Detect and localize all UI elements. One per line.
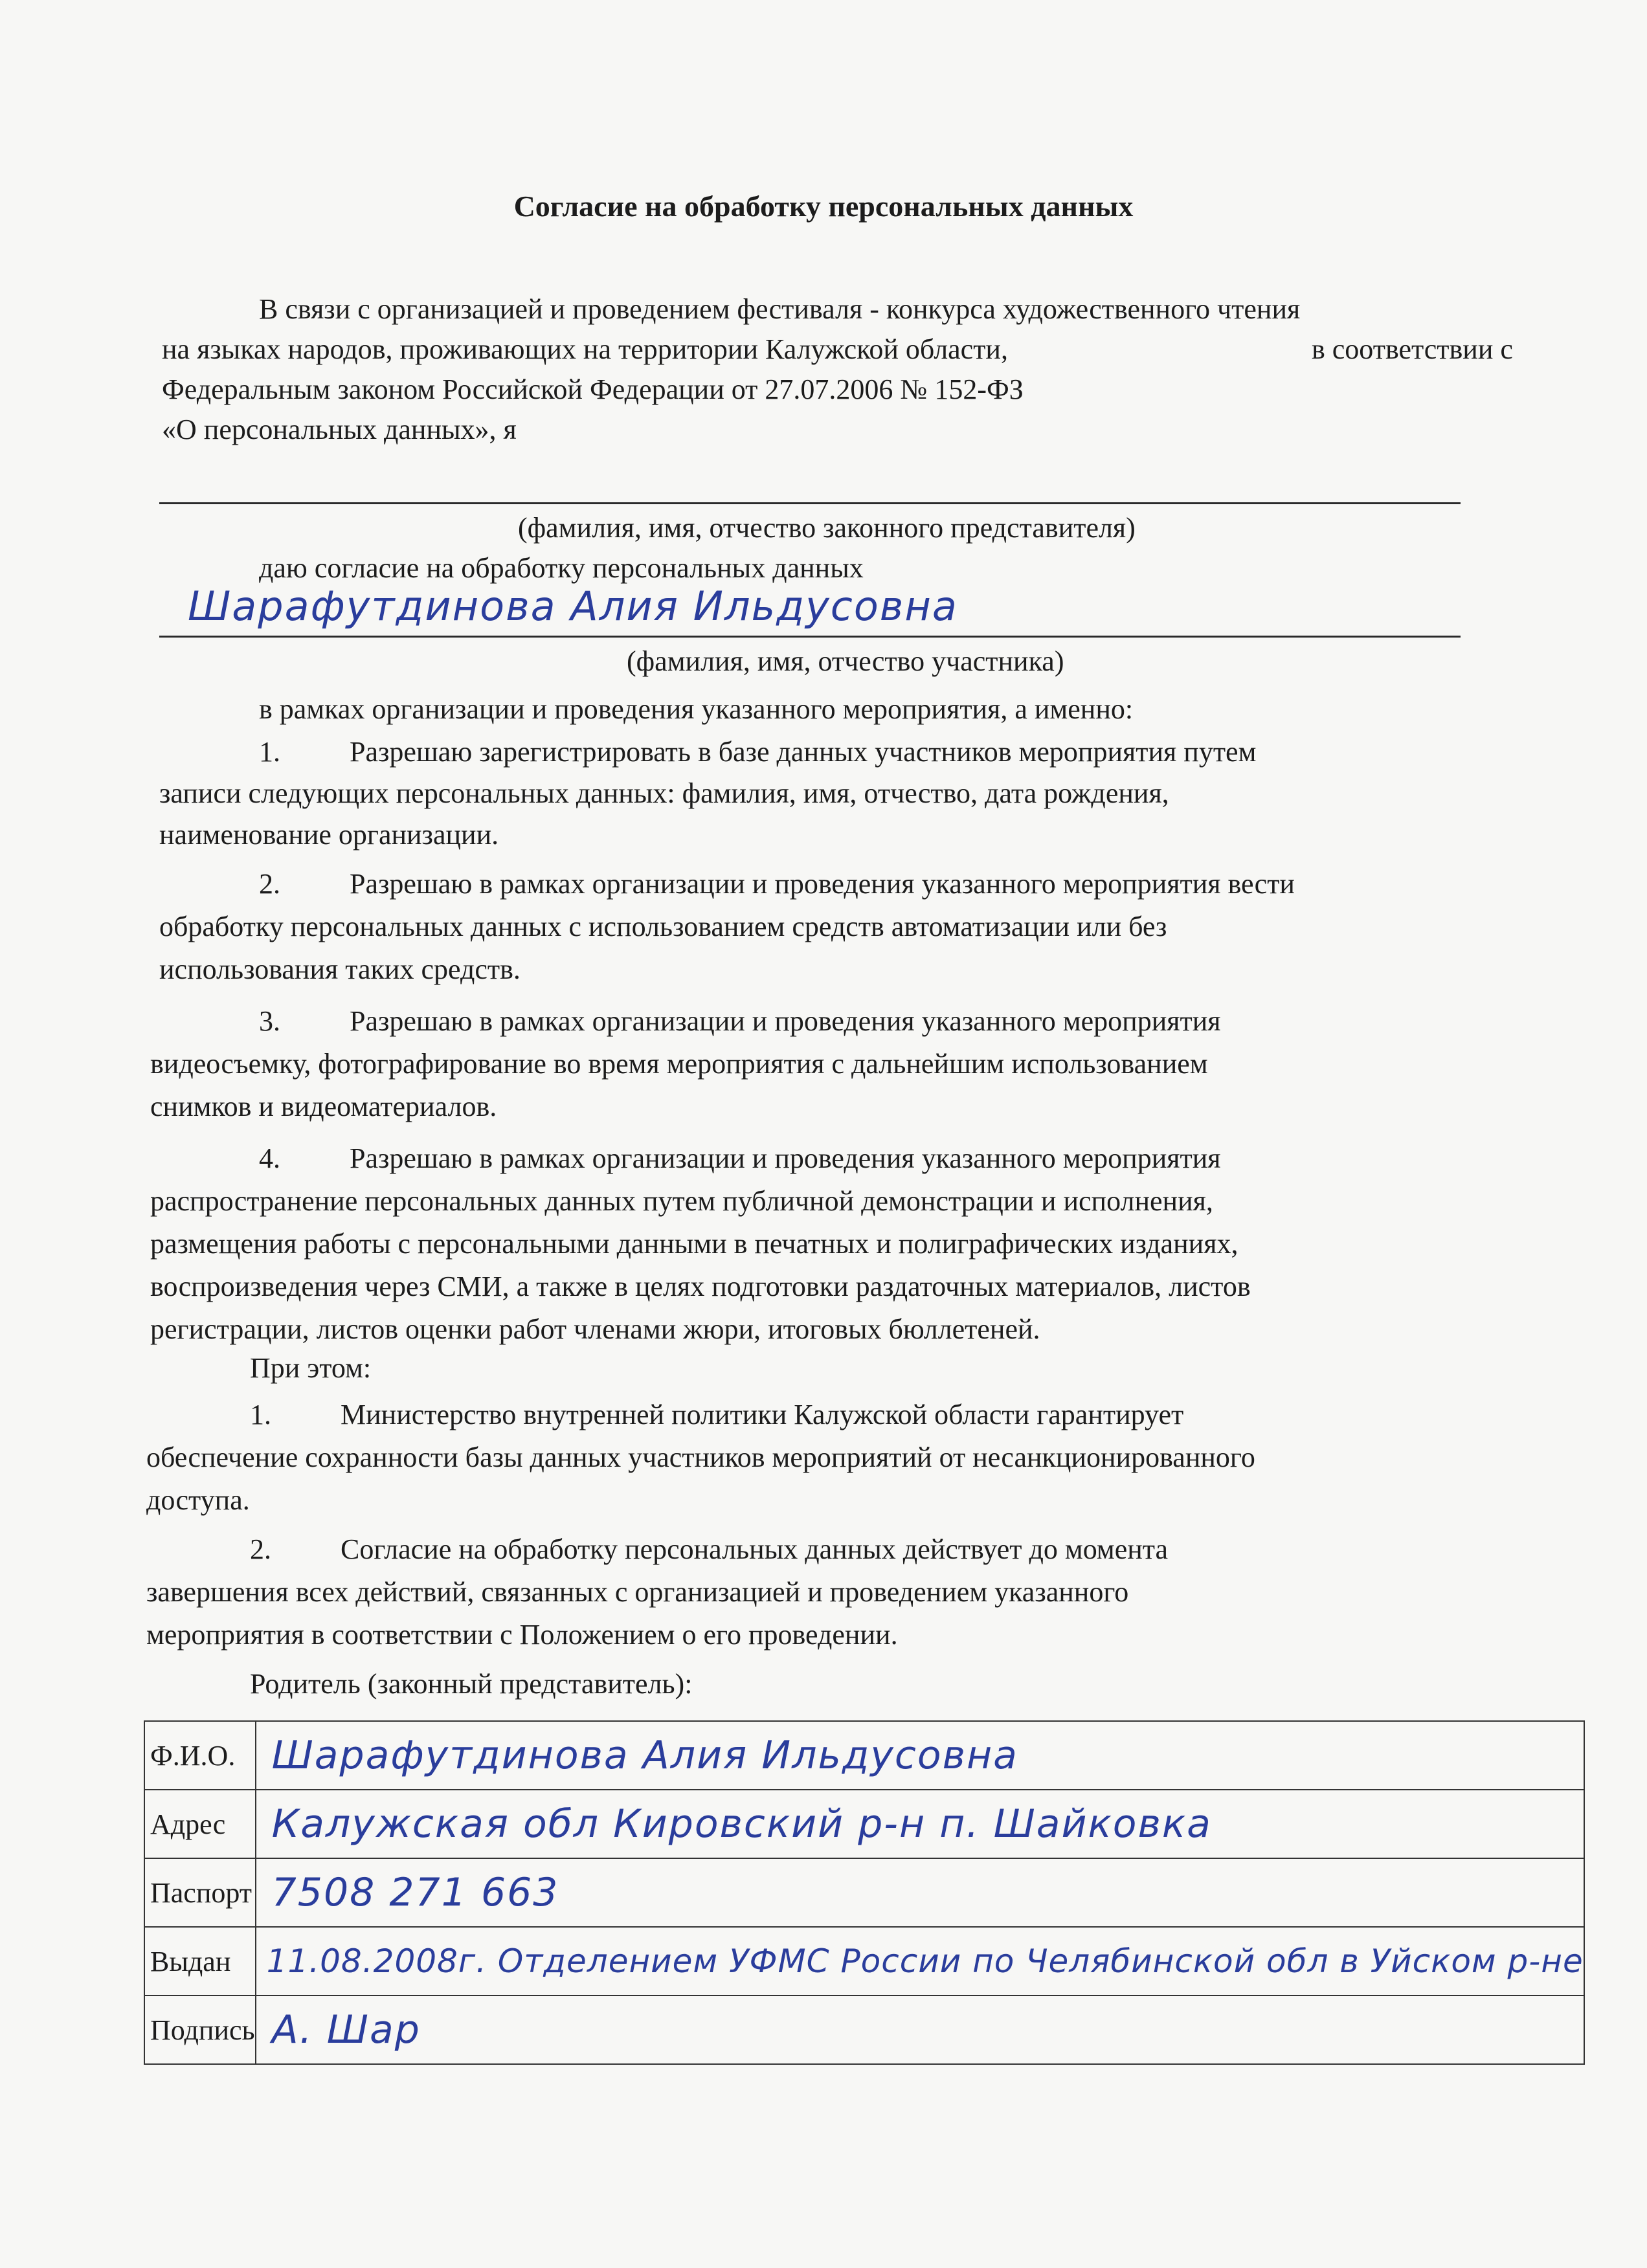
- item-4-line-2: распространение персональных данных путем публичной демонстрации и исполнения,: [150, 1185, 1213, 1217]
- item-3-number: 3.: [259, 1005, 280, 1037]
- address-value: Калужская обл Кировский р-н п. Шайковка: [271, 1801, 1212, 1847]
- guarantee-2-line-3: мероприятия в соответствии с Положением о его проведении.: [146, 1619, 898, 1651]
- participant-caption: (фамилия, имя, отчество участника): [627, 645, 1064, 677]
- representative-name-line: [159, 502, 1461, 504]
- item-3-line-3: снимков и видеоматериалов.: [150, 1091, 497, 1122]
- parent-label: Родитель (законный представитель):: [250, 1668, 693, 1700]
- item-2-line-1: Разрешаю в рамках организации и проведения указанного мероприятия вести: [350, 868, 1295, 900]
- document-title: Согласие на обработку персональных данных: [513, 190, 1134, 223]
- fio-value: Шарафутдинова Алия Ильдусовна: [271, 1733, 1018, 1778]
- guarantee-1-line-2: обеспечение сохранности базы данных участников мероприятий от несанкционированного: [146, 1441, 1255, 1473]
- table-row: [144, 1996, 1584, 2064]
- guarantee-1-line-1: Министерство внутренней политики Калужской области гарантирует: [341, 1399, 1184, 1430]
- issued-label: Выдан: [144, 1927, 256, 1996]
- item-2-line-2: обработку персональных данных с использованием средств автоматизации или без: [159, 911, 1167, 942]
- intro-line-2-end: в соответствии с: [1312, 333, 1513, 365]
- parent-data-table: [144, 1720, 1585, 2065]
- guarantee-1-number: 1.: [250, 1399, 271, 1430]
- participant-name-handwritten: Шарафутдинова Алия Ильдусовна: [188, 583, 958, 630]
- item-3-line-1: Разрешаю в рамках организации и проведения указанного мероприятия: [350, 1005, 1221, 1037]
- consent-line: даю согласие на обработку персональных данных: [259, 552, 864, 584]
- passport-value-cell: [256, 1858, 1584, 1927]
- intro-line-4: «О персональных данных», я: [162, 414, 517, 445]
- table-row: [144, 1790, 1584, 1858]
- address-label: Адрес: [144, 1790, 256, 1858]
- item-1-number: 1.: [259, 736, 280, 768]
- guarantee-2-line-2: завершения всех действий, связанных с организацией и проведением указанного: [146, 1576, 1129, 1608]
- item-4-line-1: Разрешаю в рамках организации и проведения указанного мероприятия: [350, 1142, 1221, 1174]
- item-2-number: 2.: [259, 868, 280, 900]
- guarantee-2-number: 2.: [250, 1533, 271, 1565]
- guarantee-2-line-1: Согласие на обработку персональных данных действует до момента: [341, 1533, 1169, 1565]
- item-4-number: 4.: [259, 1142, 280, 1174]
- item-4-line-5: регистрации, листов оценки работ членами жюри, итоговых бюллетеней.: [150, 1313, 1040, 1345]
- signature-value: А. Шар: [271, 2007, 421, 2052]
- guarantee-1-line-3: доступа.: [146, 1484, 250, 1516]
- intro-line-1: В связи с организацией и проведением фестиваля - конкурса художественного чтения: [259, 293, 1301, 325]
- item-1-line-1: Разрешаю зарегистрировать в базе данных участников мероприятия путем: [350, 736, 1257, 768]
- intro-line-3: Федеральным законом Российской Федерации от 27.07.2006 № 152-ФЗ: [162, 373, 1024, 405]
- item-4-line-3: размещения работы с персональными данными в печатных и полиграфических изданиях,: [150, 1228, 1238, 1260]
- table-row: [144, 1721, 1584, 1790]
- signature-label: Подпись: [144, 1996, 256, 2064]
- issued-value: 11.08.2008г. Отделением УФМС России по Челябинской обл в Уйском р-не: [266, 1942, 1584, 1980]
- signature-value-cell: [256, 1996, 1584, 2064]
- table-row: [144, 1927, 1584, 1996]
- intro-line-2: на языках народов, проживающих на территории Калужской области,: [162, 333, 1008, 365]
- address-value-cell: [256, 1790, 1584, 1858]
- item-1-line-2: записи следующих персональных данных: фамилия, имя, отчество, дата рождения,: [159, 777, 1169, 809]
- item-2-line-3: использования таких средств.: [159, 953, 521, 985]
- participant-name-line: [159, 636, 1461, 638]
- item-3-line-2: видеосъемку, фотографирование во время мероприятия с дальнейшим использованием: [150, 1048, 1208, 1080]
- fio-value-cell: [256, 1721, 1584, 1790]
- representative-caption: (фамилия, имя, отчество законного представителя): [518, 512, 1136, 544]
- passport-value: 7508 271 663: [271, 1870, 559, 1915]
- table-row: [144, 1858, 1584, 1927]
- passport-label: Паспорт: [144, 1858, 256, 1927]
- meanwhile-label: При этом:: [250, 1352, 372, 1384]
- item-4-line-4: воспроизведения через СМИ, а также в целях подготовки раздаточных материалов, листов: [150, 1271, 1251, 1302]
- item-1-line-3: наименование организации.: [159, 819, 499, 850]
- issued-value-cell: [256, 1927, 1584, 1996]
- scope-line: в рамках организации и проведения указанного мероприятия, а именно:: [259, 693, 1134, 725]
- fio-label: Ф.И.О.: [144, 1721, 256, 1790]
